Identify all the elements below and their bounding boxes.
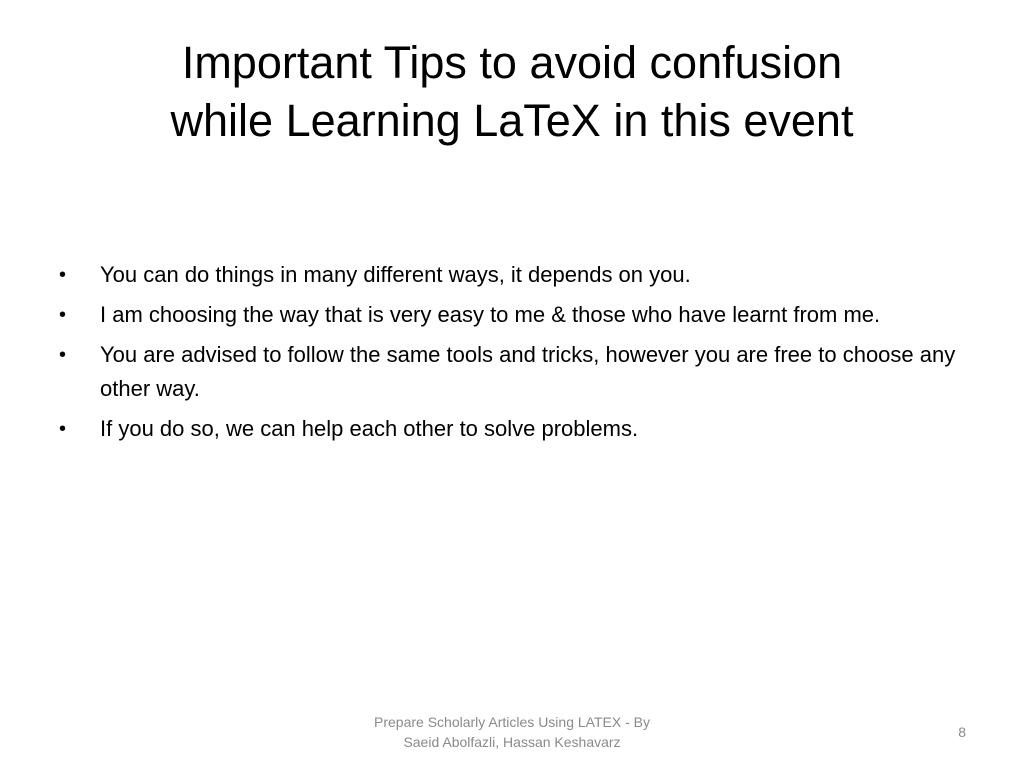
bullet-icon: • bbox=[59, 418, 67, 440]
bullet-item bbox=[56, 298, 966, 332]
bullet-text: You are advised to follow the same tools and tricks, however you are free to choose any other way. bbox=[100, 342, 956, 401]
slide-number: 8 bbox=[958, 724, 966, 740]
slide-title-line-1: Important Tips to avoid confusion bbox=[181, 37, 843, 88]
slide-title-line-2: while Learning LaTeX in this event bbox=[170, 95, 854, 146]
slide-title bbox=[60, 34, 964, 150]
bullet-icon: • bbox=[59, 344, 67, 366]
bullet-list bbox=[56, 258, 966, 452]
bullet-icon: • bbox=[59, 264, 67, 286]
bullet-item bbox=[56, 412, 966, 446]
bullet-icon: • bbox=[59, 304, 67, 326]
footer-line-1: Prepare Scholarly Articles Using LATEX - By bbox=[374, 714, 650, 730]
bullet-item bbox=[56, 338, 966, 406]
bullet-text: I am choosing the way that is very easy to me & those who have learnt from me. bbox=[100, 302, 881, 327]
bullet-text: You can do things in many different ways, it depends on you. bbox=[100, 262, 691, 287]
footer-line-2: Saeid Abolfazli, Hassan Keshavarz bbox=[403, 734, 621, 750]
bullet-item bbox=[56, 258, 966, 292]
bullet-text: If you do so, we can help each other to solve problems. bbox=[100, 416, 639, 441]
slide-footer bbox=[312, 712, 712, 752]
